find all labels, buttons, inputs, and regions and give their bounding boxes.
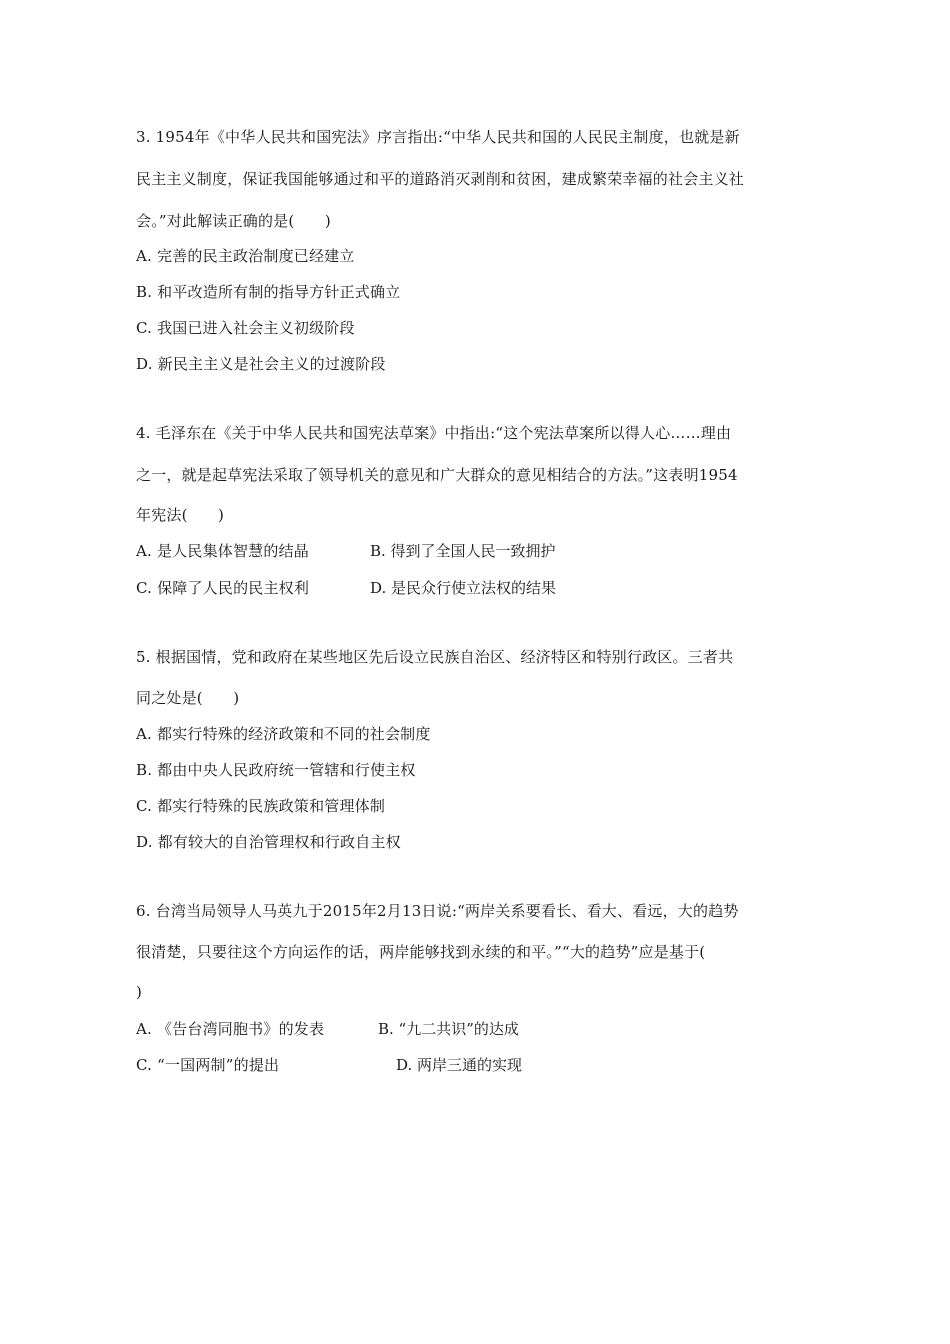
- question-5-stem-line-1: 5. 根据国情，党和政府在某些地区先后设立民族自治区、经济特区和特别行政区。三者共: [136, 648, 734, 666]
- question-4-stem-line-2: 之一，就是起草宪法采取了领导机关的意见和广大群众的意见相结合的方法。”这表明1954: [136, 466, 738, 484]
- question-3-option-d: D. 新民主主义是社会主义的过渡阶段: [136, 355, 386, 373]
- question-6-option-a: A. 《告台湾同胞书》的发表: [136, 1020, 325, 1038]
- question-3-stem-line-2: 民主主义制度，保证我国能够通过和平的道路消灭剥削和贫困，建成繁荣幸福的社会主义社: [136, 170, 745, 188]
- question-4-option-d: D. 是民众行使立法权的结果: [370, 579, 557, 597]
- question-6-stem-line-3: ): [136, 983, 143, 1001]
- question-4-stem-line-3: 年宪法( ): [136, 506, 225, 524]
- question-6-stem-line-2: 很清楚，只要往这个方向运作的话，两岸能够找到永续的和平。”“大的趋势”应是基于(: [136, 943, 706, 961]
- question-4-option-c: C. 保障了人民的民主权利: [136, 579, 310, 597]
- question-6-option-b: B. “九二共识”的达成: [378, 1020, 519, 1038]
- question-3-option-a: A. 完善的民主政治制度已经建立: [136, 247, 355, 265]
- question-5-option-b: B. 都由中央人民政府统一管辖和行使主权: [136, 761, 416, 779]
- question-6-option-d: D. 两岸三通的实现: [396, 1056, 523, 1074]
- question-5-stem-line-2: 同之处是( ): [136, 689, 240, 707]
- question-6-stem-line-1: 6. 台湾当局领导人马英九于2015年2月13日说:“两岸关系要看长、看大、看远，大的趋势: [136, 902, 739, 920]
- question-3-option-b: B. 和平改造所有制的指导方针正式确立: [136, 283, 401, 301]
- question-5-option-c: C. 都实行特殊的民族政策和管理体制: [136, 797, 386, 815]
- question-4-option-a: A. 是人民集体智慧的结晶: [136, 542, 309, 560]
- question-5-option-a: A. 都实行特殊的经济政策和不同的社会制度: [136, 725, 431, 743]
- question-4-stem-line-1: 4. 毛泽东在《关于中华人民共和国宪法草案》中指出:“这个宪法草案所以得人心……理由: [136, 424, 732, 442]
- question-3-stem-line-3: 会。”对此解读正确的是( ): [136, 212, 331, 230]
- question-4-option-b: B. 得到了全国人民一致拥护: [370, 542, 556, 560]
- question-3-stem-line-1: 3. 1954年《中华人民共和国宪法》序言指出:“中华人民共和国的人民民主制度，也就是新: [136, 128, 740, 146]
- question-6-option-c: C. “一国两制”的提出: [136, 1056, 280, 1074]
- question-5-option-d: D. 都有较大的自治管理权和行政自主权: [136, 833, 401, 851]
- question-3-option-c: C. 我国已进入社会主义初级阶段: [136, 319, 355, 337]
